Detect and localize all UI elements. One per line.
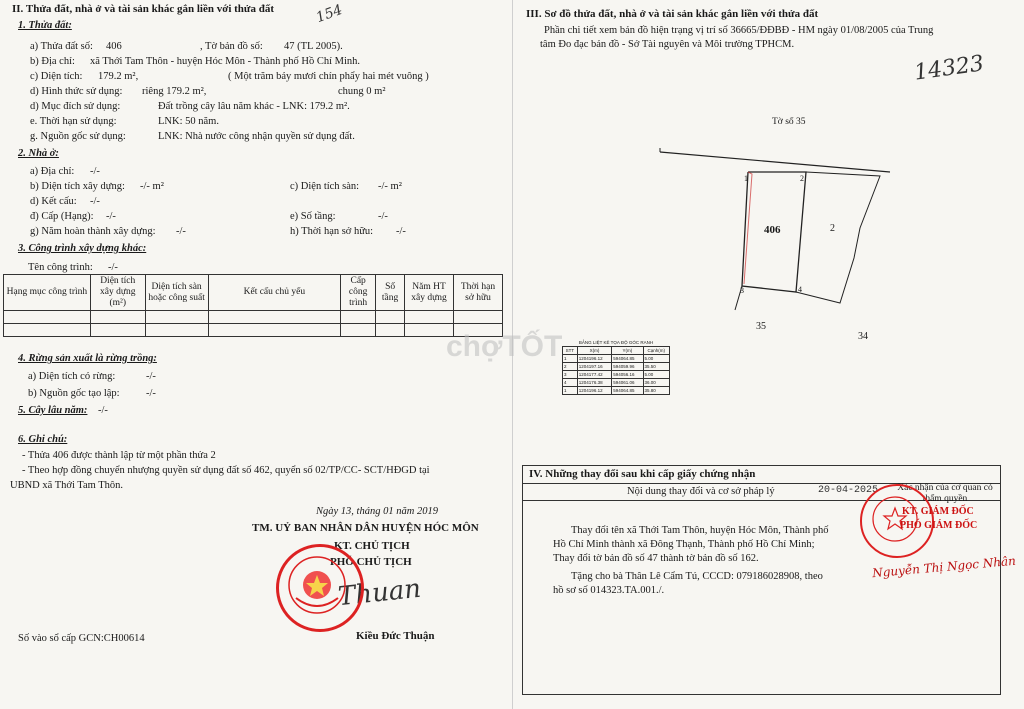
neighbor-boundary bbox=[796, 172, 880, 303]
approval-authority: Xác nhận của cơ quan có thẩm quyền bbox=[897, 483, 993, 504]
coord-cell: 35.80 bbox=[643, 387, 669, 395]
district-seal-stamp bbox=[276, 544, 364, 632]
handwritten-file-number: 14323 bbox=[912, 51, 986, 86]
date-year-label: năm bbox=[396, 506, 415, 517]
house-build-area-label: b) Diện tích xây dựng: bbox=[30, 181, 125, 192]
perennial-heading: 5. Cây lâu năm: bbox=[18, 405, 88, 416]
coord-cell: 594056.16 bbox=[612, 371, 643, 379]
coord-cell: 36.00 bbox=[643, 379, 669, 387]
table-row bbox=[4, 324, 503, 337]
map-reference-line-1: Phần chi tiết xem bản đồ hiện trạng vị trí số 36665/ĐĐBĐ - HM ngày 01/08/2005 của Trung bbox=[544, 25, 934, 36]
change-line-1: Thay đổi tên xã Thới Tam Thôn, huyện Hóc Môn, Thành phố bbox=[571, 525, 829, 536]
col-structure: Kết cấu chủ yếu bbox=[208, 275, 341, 311]
note-3: UBND xã Thới Tam Thôn. bbox=[10, 480, 124, 491]
usage-term-label: e. Thời hạn sử dụng: bbox=[30, 116, 117, 127]
coord-col-x: X(m) bbox=[577, 347, 611, 355]
coord-cell: 1204196.12 bbox=[577, 387, 611, 395]
usage-form-common: chung 0 m² bbox=[338, 86, 386, 97]
signer-name: Kiều Đức Thuận bbox=[356, 630, 435, 642]
coordinate-table-title: BẢNG LIỆT KÊ TỌA ĐỘ GÓC RANH bbox=[578, 340, 654, 345]
house-structure-label: d) Kết cấu: bbox=[30, 196, 77, 207]
on-behalf-chairman: KT. CHỦ TỊCH bbox=[334, 540, 410, 552]
date-month-label: tháng bbox=[356, 506, 381, 517]
map-sheet-label: , Tờ bản đồ số: bbox=[200, 41, 263, 52]
coord-cell: 1204196.12 bbox=[577, 355, 611, 363]
coord-cell: 4 bbox=[563, 379, 578, 387]
coord-cell: 594064.85 bbox=[612, 355, 643, 363]
national-emblem-icon bbox=[276, 544, 358, 626]
changes-header bbox=[523, 466, 1000, 484]
house-grade-value: -/- bbox=[106, 211, 116, 222]
coord-cell: 5.00 bbox=[643, 355, 669, 363]
parcel-number-in-diagram: 406 bbox=[764, 224, 781, 236]
address-label: b) Địa chỉ: bbox=[30, 56, 75, 67]
parcel-diagram bbox=[640, 148, 920, 343]
table-row bbox=[4, 311, 503, 324]
col-build-area: Diện tích xây dựng (m²) bbox=[90, 275, 145, 311]
map-reference-line-2: tâm Đo đạc bản đồ - Sở Tài nguyên và Môi trường TPHCM. bbox=[540, 39, 795, 50]
parcel-number-label: a) Thửa đất số: bbox=[30, 41, 93, 52]
coord-cell: 594061.06 bbox=[612, 379, 643, 387]
watermark-logo: chợTỐT bbox=[446, 330, 563, 363]
usage-origin-value: LNK: Nhà nước công nhận quyền sử dụng đất. bbox=[158, 131, 355, 142]
neighbor-parcel-35: 35 bbox=[756, 321, 766, 332]
usage-origin-label: g. Nguồn gốc sử dụng: bbox=[30, 131, 126, 142]
house-heading: 2. Nhà ở: bbox=[18, 148, 59, 159]
date-day: 13 bbox=[340, 506, 352, 517]
gcn-register-number: Số vào sổ cấp GCN:CH00614 bbox=[18, 633, 145, 644]
stamp-role-text: PHÓ GIÁM ĐỐC bbox=[900, 520, 978, 531]
coord-cell: 1204197.16 bbox=[577, 363, 611, 371]
house-floors-value: -/- bbox=[378, 211, 388, 222]
col-grade: Cấp công trình bbox=[341, 275, 376, 311]
section-iii-title: III. Sơ đồ thửa đất, nhà ở và tài sản khác gắn liền với thửa đất bbox=[526, 8, 819, 20]
stamp-title-text: KT. GIÁM ĐỐC bbox=[902, 506, 974, 517]
address-value: xã Thới Tam Thôn - huyện Hóc Môn - Thành phố Hồ Chí Minh. bbox=[90, 56, 361, 67]
issue-date: Ngày 13, tháng 01 năm 2019 bbox=[316, 506, 438, 517]
house-year-label: g) Năm hoàn thành xây dựng: bbox=[30, 226, 156, 237]
area-value: 179.2 m², bbox=[98, 71, 139, 82]
parcel-heading: 1. Thửa đất: bbox=[18, 20, 72, 31]
house-year-value: -/- bbox=[176, 226, 186, 237]
forest-area-value: -/- bbox=[146, 371, 156, 382]
vertex-3-label: 3 bbox=[740, 286, 744, 295]
issuing-authority: TM. UỶ BAN NHÂN DÂN HUYỆN HÓC MÔN bbox=[252, 522, 479, 534]
house-address-value: -/- bbox=[90, 166, 100, 177]
coord-cell: 35.50 bbox=[643, 363, 669, 371]
date-prefix: Ngày bbox=[316, 506, 339, 517]
changes-title: IV. Những thay đổi sau khi cấp giấy chứng nhận bbox=[529, 468, 756, 480]
handwritten-number: 154 bbox=[314, 1, 345, 27]
coord-cell: 5.00 bbox=[643, 371, 669, 379]
col-term: Thời hạn sở hữu bbox=[454, 275, 503, 311]
usage-form-private: riêng 179.2 m², bbox=[142, 86, 207, 97]
coordinate-header-row bbox=[563, 347, 670, 355]
coord-cell: 594059.96 bbox=[612, 363, 643, 371]
house-ownership-term-value: -/- bbox=[396, 226, 406, 237]
house-address-label: a) Địa chỉ: bbox=[30, 166, 75, 177]
house-build-area-value: -/- m² bbox=[140, 181, 164, 192]
notes-heading: 6. Ghi chú: bbox=[18, 434, 68, 445]
table-row bbox=[563, 387, 670, 395]
change-date: 20-04-2025 bbox=[818, 485, 879, 496]
coord-cell: 1 bbox=[563, 387, 578, 395]
change-line-5: hồ sơ số 014323.TA.001./. bbox=[553, 585, 665, 596]
sheet-number: Tờ số 35 bbox=[772, 117, 806, 127]
changes-content-header: Nội dung thay đổi và cơ sở pháp lý bbox=[627, 486, 775, 497]
change-line-2: Hồ Chí Minh thành xã Đông Thạnh, Thành phố Hồ Chí Minh; bbox=[553, 539, 815, 550]
note-1: - Thửa 406 được thành lập từ một phần thửa 2 bbox=[22, 450, 216, 461]
change-line-3: Thay đổi tờ bản đồ số 47 thành tờ bản đồ số 162. bbox=[553, 553, 759, 564]
forest-origin-value: -/- bbox=[146, 388, 156, 399]
perennial-value: -/- bbox=[98, 405, 108, 416]
col-floors: Số tầng bbox=[376, 275, 405, 311]
vertex-4-label: 4 bbox=[798, 285, 802, 294]
coordinate-table bbox=[562, 340, 670, 395]
usage-term-value: LNK: 50 năm. bbox=[158, 116, 219, 127]
col-year: Năm HT xây dựng bbox=[405, 275, 454, 311]
approver-name: Nguyễn Thị Ngọc Nhân bbox=[871, 553, 1017, 581]
area-label: c) Diện tích: bbox=[30, 71, 83, 82]
date-year: 2019 bbox=[416, 506, 438, 517]
table-row bbox=[563, 379, 670, 387]
neighbor-parcel-34: 34 bbox=[858, 331, 868, 342]
coord-cell: 1204177.42 bbox=[577, 371, 611, 379]
other-works-table bbox=[3, 274, 503, 337]
works-name-value: -/- bbox=[108, 262, 118, 273]
table-row bbox=[563, 371, 670, 379]
coord-cell: 2 bbox=[563, 363, 578, 371]
house-floor-area-label: c) Diện tích sàn: bbox=[290, 181, 360, 192]
change-line-4: Tặng cho bà Thân Lê Cẩm Tú, CCCD: 079186028908, theo bbox=[571, 571, 823, 582]
area-in-words: ( Một trăm bảy mươi chín phẩy hai mét vuông ) bbox=[228, 71, 429, 82]
coord-col-edge: Cạnh(m) bbox=[643, 347, 669, 355]
vertex-1-label: 1 bbox=[744, 174, 748, 183]
chairman-signature: Thuan bbox=[336, 573, 423, 613]
section-ii-title: II. Thửa đất, nhà ở và tài sản khác gắn liền với thửa đất bbox=[12, 3, 275, 15]
parcel-number-value: 406 bbox=[106, 41, 122, 52]
house-floor-area-value: -/- m² bbox=[378, 181, 402, 192]
road-boundary-line bbox=[660, 152, 890, 172]
col-item: Hạng mục công trình bbox=[4, 275, 91, 311]
note-2: - Theo hợp đồng chuyển nhượng quyền sử dụng đất số 462, quyển số 02/TP/CC- SCT/HĐGD tại bbox=[22, 465, 430, 476]
col-floor-area: Diện tích sàn hoặc công suất bbox=[145, 275, 208, 311]
table-row bbox=[563, 355, 670, 363]
coord-col-stt: STT bbox=[563, 347, 578, 355]
usage-purpose-label: d) Mục đích sử dụng: bbox=[30, 101, 121, 112]
coord-cell: 1204176.38 bbox=[577, 379, 611, 387]
table-header-row bbox=[4, 275, 503, 311]
map-sheet-value: 47 (TL 2005). bbox=[284, 41, 343, 52]
house-floors-label: e) Số tầng: bbox=[290, 211, 336, 222]
table-row bbox=[563, 363, 670, 371]
works-name-label: Tên công trình: bbox=[28, 262, 93, 273]
forest-origin-label: b) Nguồn gốc tạo lập: bbox=[28, 388, 120, 399]
coord-cell: 1 bbox=[563, 355, 578, 363]
coord-col-y: Y(m) bbox=[612, 347, 643, 355]
neighbor-parcel-2: 2 bbox=[830, 223, 835, 234]
house-ownership-term-label: h) Thời hạn sở hữu: bbox=[290, 226, 374, 237]
usage-form-label: d) Hình thức sử dụng: bbox=[30, 86, 123, 97]
other-works-heading: 3. Công trình xây dựng khác: bbox=[18, 243, 147, 254]
vice-chairman-role: PHÓ CHỦ TỊCH bbox=[330, 556, 412, 568]
coord-cell: 3 bbox=[563, 371, 578, 379]
coord-cell: 594064.85 bbox=[612, 387, 643, 395]
house-grade-label: đ) Cấp (Hạng): bbox=[30, 211, 94, 222]
date-month: 01 bbox=[383, 506, 394, 517]
house-structure-value: -/- bbox=[90, 196, 100, 207]
forest-area-label: a) Diện tích có rừng: bbox=[28, 371, 116, 382]
forest-heading: 4. Rừng sản xuất là rừng trồng: bbox=[18, 353, 157, 364]
usage-purpose-value: Đất trồng cây lâu năm khác - LNK: 179.2 m². bbox=[158, 101, 350, 112]
vertex-2-label: 2 bbox=[800, 174, 804, 183]
